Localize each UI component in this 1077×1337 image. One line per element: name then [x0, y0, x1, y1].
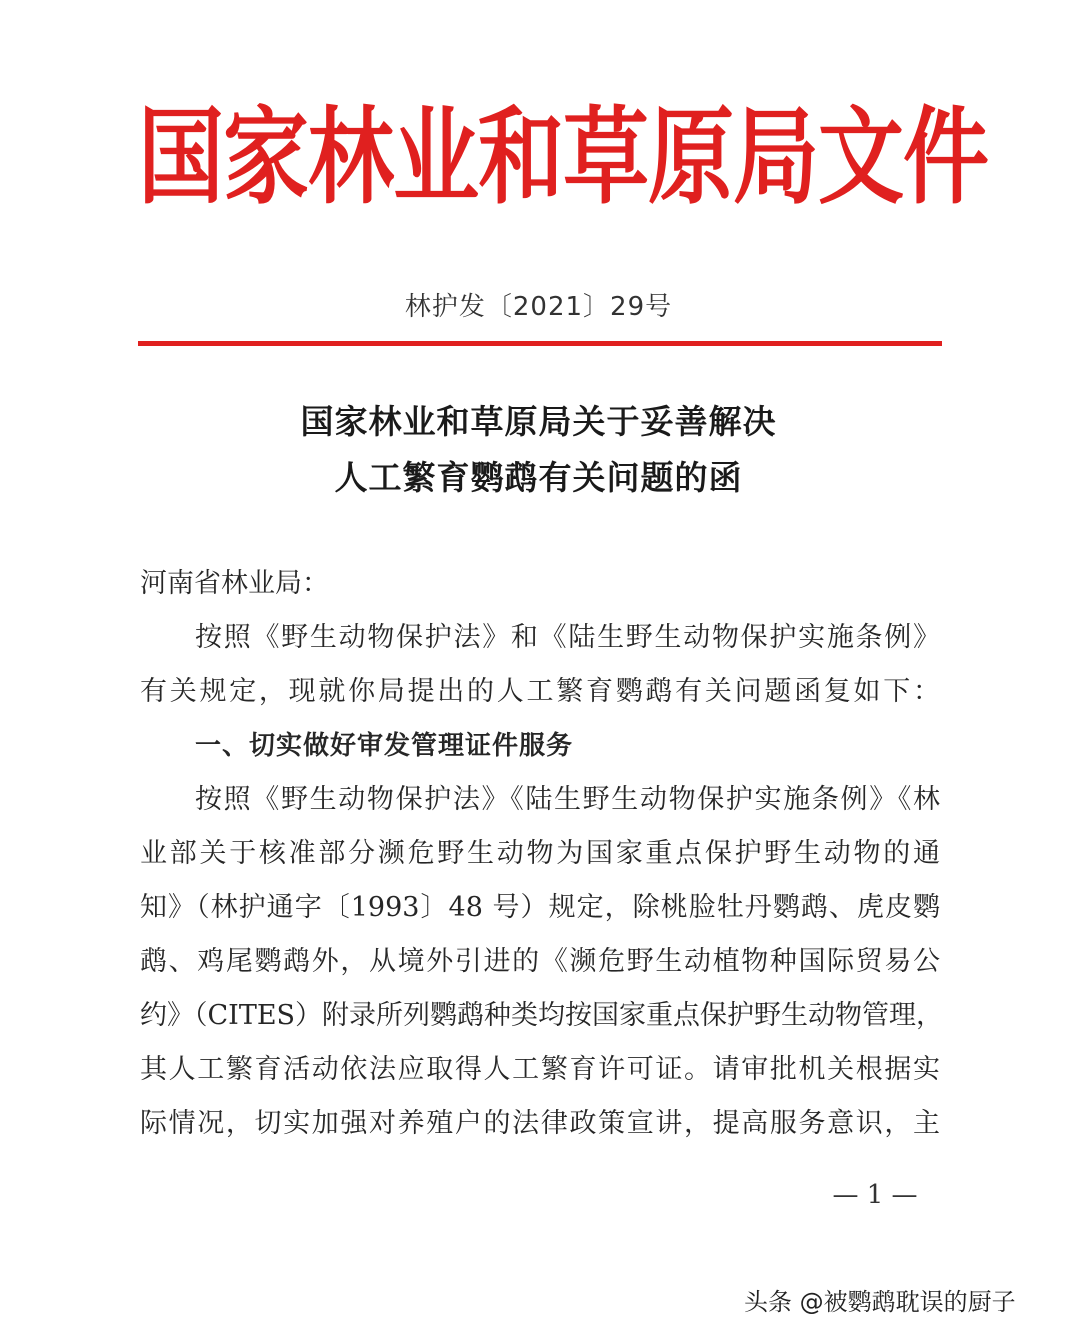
red-header-title: 国家林业和草原局文件 — [138, 97, 988, 219]
watermark — [744, 1284, 1064, 1320]
watermark-text: 头条 @被鹦鹉耽误的厨子 — [744, 1288, 1016, 1316]
paragraph-2-line-2: 业部关于核准部分濒危野生动物为国家重点保护野生动物的通 — [140, 838, 940, 869]
paragraph-2-line-5: 约》（CITES）附录所列鹦鹉种类均按国家重点保护野生动物管理， — [140, 1000, 944, 1031]
section-heading-1: 一、切实做好审发管理证件服务 — [195, 731, 574, 761]
subject-line-1: 国家林业和草原局关于妥善解决 — [300, 402, 777, 441]
document-number: 林护发〔2021〕29号 — [404, 292, 673, 322]
paragraph-2-line-7: 际情况，切实加强对养殖户的法律政策宣讲，提高服务意识，主 — [140, 1108, 940, 1139]
paragraph-2-line-4: 鹉、鸡尾鹦鹉外，从境外引进的《濒危野生动植物种国际贸易公 — [140, 946, 940, 977]
paragraph-2-line-1: 按照《野生动物保护法》《陆生野生动物保护实施条例》《林 — [195, 784, 940, 815]
paragraph-1-line-2: 有关规定，现就你局提出的人工繁育鹦鹉有关问题函复如下： — [140, 676, 940, 707]
red-divider — [138, 341, 942, 346]
subject-line-2: 人工繁育鹦鹉有关问题的函 — [334, 458, 743, 497]
page-number: — 1 — — [832, 1180, 918, 1210]
salutation: 河南省林业局： — [140, 568, 329, 599]
paragraph-1-line-1: 按照《野生动物保护法》和《陆生野生动物保护实施条例》 — [195, 622, 940, 653]
paragraph-2-line-3: 知》（林护通字〔1993〕48 号）规定，除桃脸牡丹鹦鹉、虎皮鹦 — [140, 892, 940, 923]
paragraph-2-line-6: 其人工繁育活动依法应取得人工繁育许可证。请审批机关根据实 — [140, 1054, 940, 1085]
